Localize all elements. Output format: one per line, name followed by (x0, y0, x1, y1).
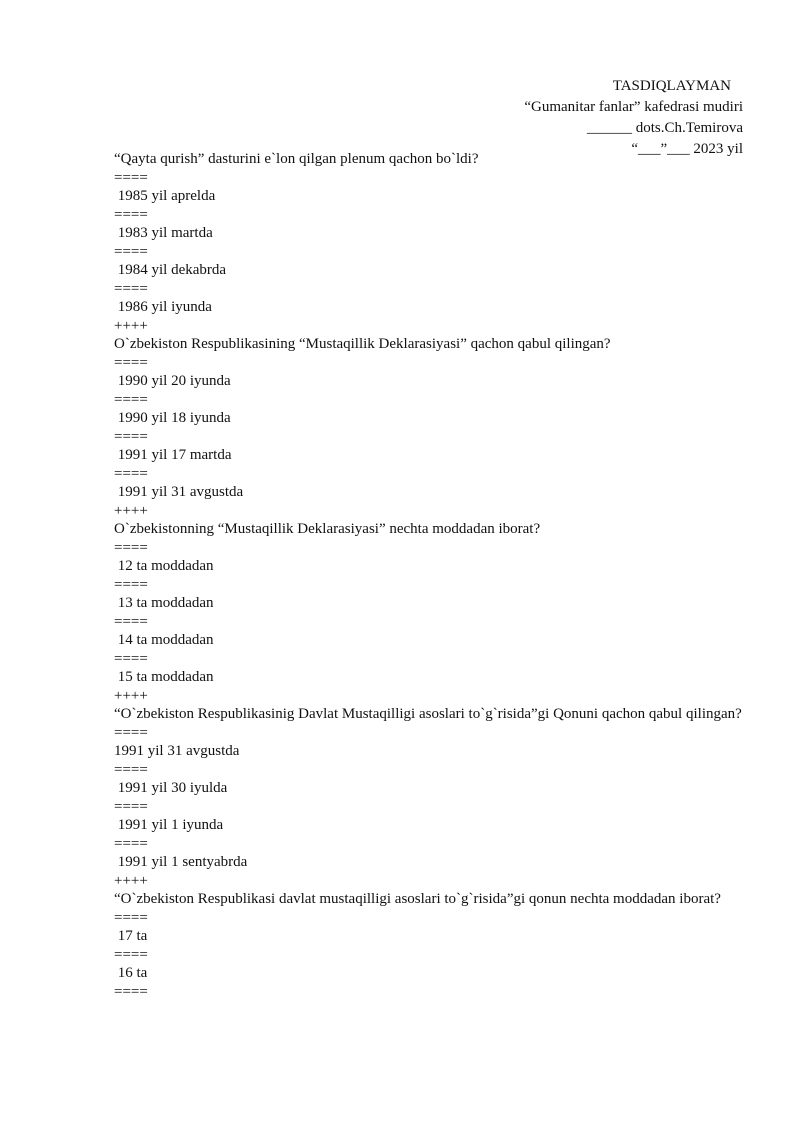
answer-option: 16 ta (114, 965, 148, 981)
answer-option: 15 ta moddadan (114, 669, 214, 685)
answer-option: 1991 yil 31 avgustda (114, 743, 240, 759)
option-separator: ==== (114, 946, 148, 963)
option-separator: ==== (114, 169, 148, 186)
question-text: “O`zbekiston Respublikasinig Davlat Mustaqilligi asoslari to`g`risida”gi Qonuni qachon qabul qilingan? (114, 706, 742, 722)
option-separator: ==== (114, 243, 148, 260)
option-separator: ==== (114, 576, 148, 593)
answer-option: 1991 yil 1 iyunda (114, 817, 224, 833)
test-content (114, 150, 754, 1001)
answer-option: 1991 yil 30 iyulda (114, 780, 228, 796)
answer-option: 14 ta moddadan (114, 632, 214, 648)
question-text: “O`zbekiston Respublikasi davlat mustaqilligi asoslari to`g`risida”gi qonun nechta moddadan iborat? (114, 891, 721, 907)
option-separator: ==== (114, 280, 148, 297)
answer-option: 1991 yil 1 sentyabrda (114, 854, 248, 870)
approval-title: TASDIQLAYMAN (612, 78, 731, 94)
answer-option: 1990 yil 20 iyunda (114, 373, 231, 389)
answer-option: 1991 yil 31 avgustda (114, 484, 244, 500)
question-text: O`zbekistonning “Mustaqillik Deklarasiyasi” nechta moddadan iborat? (114, 521, 541, 537)
option-separator: ==== (114, 206, 148, 223)
option-separator: ==== (114, 613, 148, 630)
answer-option: 1984 yil dekabrda (114, 262, 227, 278)
answer-option: 1985 yil aprelda (114, 188, 216, 204)
department-head-line: “Gumanitar fanlar” kafedrasi mudiri (524, 99, 743, 115)
answer-option: 1983 yil martda (114, 225, 213, 241)
answer-option: 1986 yil iyunda (114, 299, 212, 315)
signature-line: ______ dots.Ch.Temirova (586, 120, 743, 136)
approval-header (524, 76, 743, 160)
option-separator: ==== (114, 761, 148, 778)
option-separator: ==== (114, 354, 148, 371)
option-separator: ==== (114, 983, 148, 1000)
answer-option: 17 ta (114, 928, 148, 944)
option-separator: ==== (114, 835, 148, 852)
answer-option: 12 ta moddadan (114, 558, 214, 574)
answer-option: 1990 yil 18 iyunda (114, 410, 231, 426)
question-text: “Qayta qurish” dasturini e`lon qilgan plenum qachon bo`ldi? (114, 151, 479, 167)
option-separator: ==== (114, 909, 148, 926)
option-separator: ==== (114, 798, 148, 815)
option-separator: ==== (114, 465, 148, 482)
answer-option: 1991 yil 17 martda (114, 447, 232, 463)
question-separator: ++++ (114, 687, 148, 704)
option-separator: ==== (114, 650, 148, 667)
option-separator: ==== (114, 539, 148, 556)
answer-option: 13 ta moddadan (114, 595, 214, 611)
option-separator: ==== (114, 428, 148, 445)
option-separator: ==== (114, 724, 148, 741)
question-separator: ++++ (114, 872, 148, 889)
question-separator: ++++ (114, 502, 148, 519)
option-separator: ==== (114, 391, 148, 408)
date-line: “___”___ 2023 yil (631, 141, 743, 157)
question-text: O`zbekiston Respublikasining “Mustaqillik Deklarasiyasi” qachon qabul qilingan? (114, 336, 611, 352)
question-separator: ++++ (114, 317, 148, 334)
